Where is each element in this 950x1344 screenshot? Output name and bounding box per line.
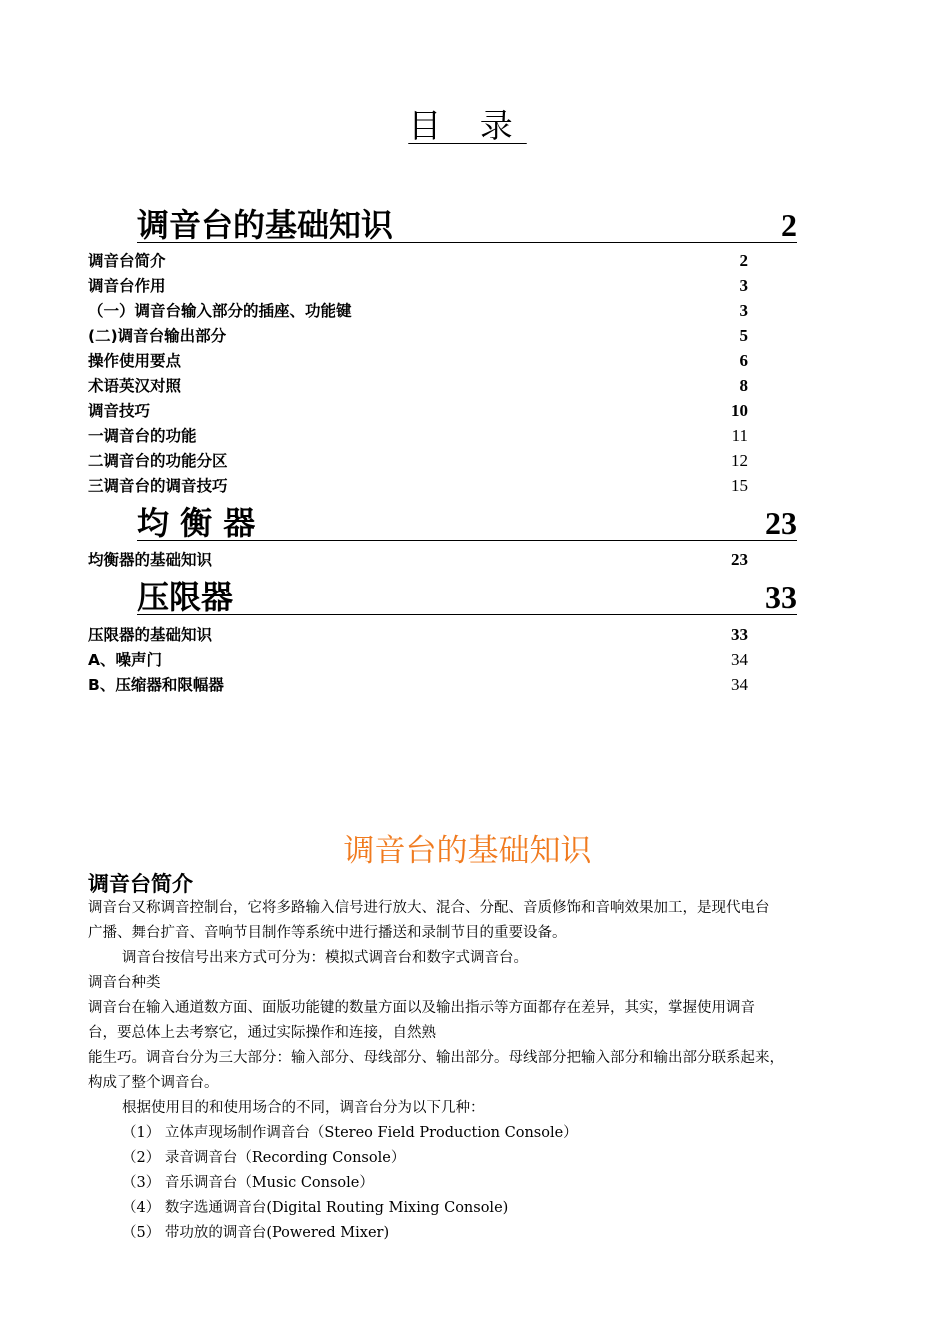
- toc-item-page: 12: [731, 451, 748, 470]
- toc-item[interactable]: [88, 299, 748, 323]
- list-item: （5） 带功放的调音台(Powered Mixer): [122, 1225, 390, 1241]
- subsection-title: 调音台简介: [88, 872, 193, 896]
- section-title: 调音台的基础知识: [343, 833, 592, 869]
- toc-item-page: 6: [739, 351, 748, 370]
- toc-item-title: 调音技巧: [88, 402, 151, 420]
- toc-item[interactable]: [88, 349, 748, 373]
- toc-item[interactable]: [88, 623, 748, 647]
- paragraph-line: 构成了整个调音台。: [88, 1075, 219, 1091]
- paragraph: 调音台种类: [88, 975, 161, 991]
- toc-item-title: 二调音台的功能分区: [88, 452, 228, 470]
- toc-item[interactable]: [88, 648, 748, 672]
- toc-section-page: 23: [765, 505, 797, 541]
- paragraph-line: 广播、舞台扩音、音响节目制作等系统中进行播送和录制节目的重要设备。: [88, 925, 567, 941]
- toc-item-title: (二)调音台输出部分: [88, 327, 227, 345]
- toc-title: 目 录: [408, 106, 527, 145]
- list-item: （1） 立体声现场制作调音台（Stereo Field Production Console）: [122, 1125, 578, 1141]
- toc-item-title: A、噪声门: [88, 651, 162, 669]
- toc-item-title: 均衡器的基础知识: [88, 551, 213, 569]
- toc-item-title: （一）调音台输入部分的插座、功能键: [88, 302, 352, 320]
- toc-item-title: B、压缩器和限幅器: [88, 676, 224, 694]
- toc-item[interactable]: [88, 399, 748, 423]
- toc-item-page: 34: [731, 675, 748, 694]
- toc-item-title: 调音台作用: [88, 277, 166, 295]
- toc-item-page: 8: [739, 376, 748, 395]
- toc-item-title: 术语英汉对照: [88, 377, 182, 395]
- paragraph-line: 台，要总体上去考察它，通过实际操作和连接，自然熟: [88, 1025, 436, 1041]
- paragraph-line: 调音台又称调音控制台，它将多路输入信号进行放大、混合、分配、音质修饰和音响效果加工，是现代电台: [88, 900, 770, 916]
- toc-item[interactable]: [88, 274, 748, 298]
- toc-item-page: 34: [731, 650, 748, 669]
- toc-item[interactable]: [88, 673, 748, 697]
- paragraph: 调音台按信号出来方式可分为：模拟式调音台和数字式调音台。: [122, 950, 528, 966]
- list-item: （2） 录音调音台（Recording Console）: [122, 1150, 406, 1166]
- toc-item-title: 操作使用要点: [88, 352, 182, 370]
- toc-item[interactable]: [88, 474, 748, 498]
- list-item: （3） 音乐调音台（Music Console）: [122, 1175, 374, 1191]
- toc-item-page: 11: [731, 426, 748, 445]
- toc-item[interactable]: [88, 249, 748, 273]
- toc-section-3[interactable]: [137, 574, 797, 615]
- list-item: （4） 数字选通调音台(Digital Routing Mixing Console): [122, 1200, 509, 1216]
- toc-section-title: 调音台的基础知识: [137, 206, 394, 244]
- toc-section-title: 均 衡 器: [137, 504, 256, 542]
- toc-item[interactable]: [88, 424, 748, 448]
- toc-item[interactable]: [88, 374, 748, 398]
- toc-item-title: 三调音台的调音技巧: [88, 477, 228, 495]
- toc-section-2[interactable]: [137, 500, 797, 541]
- toc-section-title: 压限器: [137, 578, 234, 616]
- paragraph-line: 能生巧。调音台分为三大部分：输入部分、母线部分、输出部分。母线部分把输入部分和输出部分联系起来，: [88, 1050, 784, 1066]
- toc-item-page: 2: [739, 251, 748, 270]
- toc-item-title: 一调音台的功能: [88, 427, 197, 445]
- toc-item-page: 23: [731, 550, 748, 569]
- toc-item[interactable]: [88, 449, 748, 473]
- toc-section-page: 2: [781, 207, 797, 243]
- toc-item-title: 调音台简介: [88, 252, 166, 270]
- toc-item-page: 15: [731, 476, 748, 495]
- toc-item[interactable]: [88, 324, 748, 348]
- paragraph: 根据使用目的和使用场合的不同，调音台分为以下几种：: [122, 1100, 485, 1116]
- toc-item-page: 10: [731, 401, 748, 420]
- toc-section-page: 33: [765, 579, 797, 615]
- toc-item-page: 5: [739, 326, 748, 345]
- toc-item-title: 压限器的基础知识: [88, 626, 213, 644]
- paragraph-line: 调音台在输入通道数方面、面版功能键的数量方面以及输出指示等方面都存在差异，其实，掌握使用调音: [88, 1000, 755, 1016]
- toc-item[interactable]: [88, 548, 748, 572]
- toc-section-1[interactable]: [137, 202, 797, 243]
- toc-item-page: 33: [731, 625, 748, 644]
- toc-item-page: 3: [739, 301, 748, 320]
- toc-item-page: 3: [739, 276, 748, 295]
